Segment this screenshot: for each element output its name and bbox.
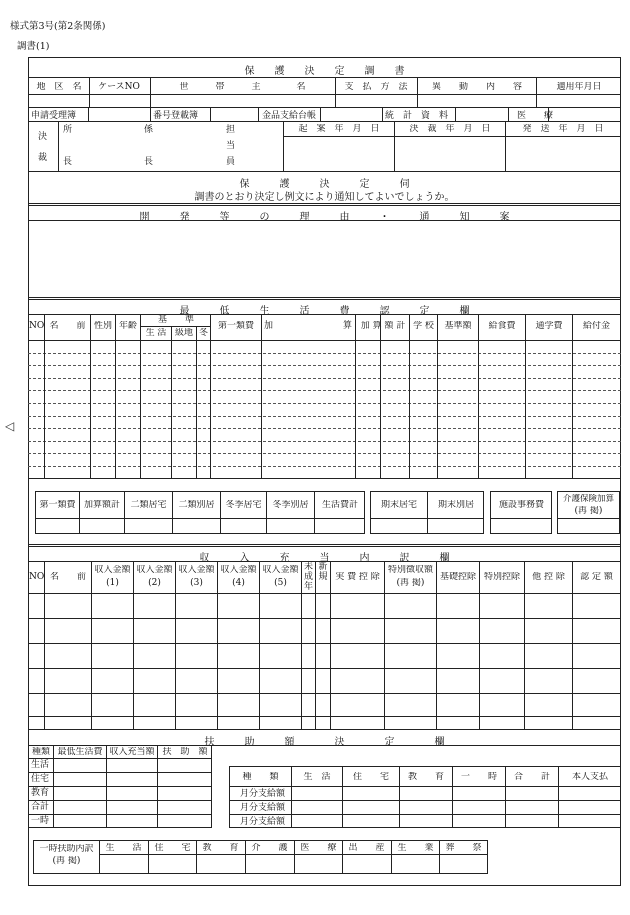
inc-col-new: 新規 — [318, 562, 328, 582]
sum-care-insurance: 介護保険加算 — [562, 494, 614, 504]
assistance-row-line — [28, 758, 212, 759]
decision-title: 保 護 決 定 伺 — [239, 179, 410, 190]
assistance-row-line — [28, 772, 212, 773]
assistance-row-line — [28, 800, 212, 801]
col-winter: 冬 — [198, 328, 208, 338]
label-tan: 担 — [226, 125, 236, 135]
inc-col-no: NO — [29, 572, 44, 582]
as-col-amount: 扶 助 額 — [162, 747, 208, 757]
saitei-col-line — [525, 314, 526, 478]
development-reason-title: 開 発 等 の 理 由 ・ 通 知 案 — [139, 212, 510, 223]
inc-col-amt5: (5) — [274, 578, 287, 588]
sum-class1: 第一類費 — [39, 500, 76, 510]
pay-col-type: 種 類 — [242, 772, 279, 782]
inc-col-name: 名 前 — [49, 572, 86, 582]
as-col-type: 種類 — [31, 747, 50, 757]
saitei-col-line — [115, 314, 116, 478]
label-number-ledger: 番号登載簿 — [153, 111, 199, 121]
saitei-col-line — [261, 314, 262, 478]
col-base: 基準額 — [444, 321, 472, 331]
temporary-item-label: 生 業 — [397, 843, 434, 853]
col-commute: 通学費 — [535, 321, 563, 331]
pay-col-education: 教 育 — [407, 772, 444, 782]
saitei-col-line — [196, 326, 197, 478]
col-sex: 性別 — [93, 321, 112, 331]
label-householder: 世 帯 主 名 — [179, 82, 306, 92]
income-col-line — [436, 561, 437, 729]
sum-yearend-separate: 期末別居 — [437, 500, 474, 510]
label-sai: 裁 — [38, 153, 48, 163]
saitei-row-line — [28, 403, 621, 404]
col-add-a: 加 — [264, 321, 274, 331]
income-col-line — [217, 561, 218, 729]
sum-care-repost: (再 掲) — [574, 506, 603, 516]
label-change-content: 異 動 内 容 — [431, 82, 522, 92]
pay-row-3: 月分支給額 — [240, 817, 286, 827]
col-living: 生 活 — [145, 328, 167, 338]
income-col-line — [175, 561, 176, 729]
income-col-line — [572, 561, 573, 729]
sum-winter-separate: 冬季別居 — [272, 500, 309, 510]
label-draft-date: 起 案 年 月 日 — [298, 124, 380, 134]
col-grade: 級地 — [174, 328, 193, 338]
saitei-col-line — [380, 314, 381, 478]
inc-col-special-deduct: 特別控除 — [483, 572, 520, 582]
saitei-col-line — [140, 314, 141, 478]
sum-yearend-home: 期末居宅 — [380, 500, 417, 510]
inc-col-special-collect: 特別徴収額 — [387, 565, 433, 575]
pay-row-2: 月分支給額 — [240, 803, 286, 813]
col-add-b: 算 — [343, 321, 353, 331]
income-col-line — [524, 561, 525, 729]
as-col-min-cost: 最低生活費 — [57, 747, 103, 757]
pay-col-living: 生 活 — [303, 772, 331, 782]
col-age: 年齢 — [118, 321, 137, 331]
saitei-col-line — [171, 326, 172, 478]
saitei-col-line — [437, 314, 438, 478]
col-lunch: 給食費 — [488, 321, 516, 331]
label-district: 地 区 名 — [36, 82, 82, 92]
sum-winter-home: 冬季居宅 — [225, 500, 262, 510]
summary-box-1 — [35, 491, 365, 534]
form-sub: 調書(1) — [17, 41, 50, 52]
saitei-row-line — [28, 378, 621, 379]
temporary-item-label: 出 産 — [348, 843, 385, 853]
col-name: 名 前 — [49, 321, 86, 331]
income-col-line — [259, 561, 260, 729]
saitei-col-line — [478, 314, 479, 478]
sum-class2-home: 二類居宅 — [130, 500, 167, 510]
temporary-item-label: 教 育 — [202, 843, 239, 853]
income-col-line — [330, 561, 331, 729]
income-col-line — [133, 561, 134, 729]
summary-box-3 — [490, 491, 552, 534]
pay-col-self: 本人支払 — [571, 772, 608, 782]
label-kakaricho: 長 — [144, 157, 154, 167]
saitei-row-line — [28, 453, 621, 454]
label-in: 員 — [226, 157, 236, 167]
temporary-item-label: 介 護 — [251, 843, 288, 853]
col-add-total: 加 算 額 計 — [360, 321, 406, 331]
temporary-item-label: 医 療 — [300, 843, 337, 853]
pay-col-temporary: 一 時 — [460, 772, 497, 782]
saitei-row-line — [28, 365, 621, 366]
label-to: 当 — [226, 141, 236, 151]
saitei-row-line — [28, 353, 621, 354]
inc-col-amt1: (1) — [106, 578, 119, 588]
decision-text: 調書のとおり決定し例文により通知してよいでしょうか。 — [194, 192, 455, 203]
inc-col-repost: (再 掲) — [396, 578, 425, 588]
sum-facility-fee: 施設事務費 — [498, 500, 544, 510]
temporary-item-label: 生 活 — [105, 843, 142, 853]
label-case-no: ケースNO — [98, 82, 140, 92]
inc-col-amt2: (2) — [148, 578, 161, 588]
assistance-row-label: 住宅 — [31, 774, 50, 784]
label-ketsu: 決 — [38, 132, 48, 142]
label-application-ledger: 申請受理簿 — [31, 111, 77, 121]
temporary-label: 一時扶助内訳 — [39, 844, 94, 854]
form-number: 様式第3号(第2条関係) — [10, 21, 106, 32]
saitei-col-line — [409, 314, 410, 478]
assistance-decision-title: 扶 助 額 決 定 欄 — [204, 737, 445, 748]
min-living-cost-title: 最 低 生 活 費 認 定 欄 — [179, 306, 470, 317]
saitei-row-line — [28, 466, 621, 467]
col-class1: 第一類費 — [217, 321, 254, 331]
label-cho: 長 — [63, 157, 73, 167]
temporary-sub: (再 掲) — [52, 856, 81, 866]
sum-class2-separate: 二類別居 — [178, 500, 215, 510]
saitei-row-line — [28, 390, 621, 391]
side-mark-icon: ◁ — [5, 419, 15, 433]
income-col-line — [44, 561, 45, 729]
sum-living-total: 生活費計 — [321, 500, 358, 510]
inc-col-amt5-label: 収入金額 — [262, 565, 299, 575]
saitei-col-line — [44, 314, 45, 478]
income-allocation-title: 収 入 充 当 内 訳 欄 — [199, 553, 450, 564]
col-standard: 基 準 — [157, 315, 194, 325]
assistance-row-line — [28, 786, 212, 787]
temporary-item-label: 葬 祭 — [445, 843, 482, 853]
saitei-col-line — [355, 314, 356, 478]
label-kakari: 係 — [144, 125, 154, 135]
inc-col-other-deduct: 他 控 除 — [532, 572, 565, 582]
inc-col-minor: 未成年 — [303, 562, 313, 592]
income-col-line — [315, 561, 316, 729]
assistance-row-label: 教育 — [31, 788, 50, 798]
income-col-line — [479, 561, 480, 729]
label-statistics: 統 計 資 料 — [385, 111, 449, 121]
inc-col-amt1-label: 収入金額 — [94, 565, 131, 575]
label-sho: 所 — [63, 125, 73, 135]
inc-col-amt3-label: 収入金額 — [178, 565, 215, 575]
inc-col-basic-deduct: 基礎控除 — [439, 572, 476, 582]
assistance-row-label: 合計 — [31, 802, 50, 812]
assistance-row-label: 生活 — [31, 760, 50, 770]
saitei-col-line — [572, 314, 573, 478]
saitei-row-line — [28, 416, 621, 417]
inc-col-actual-cost: 実 費 控 除 — [335, 572, 380, 582]
col-school: 学 校 — [413, 321, 434, 331]
saitei-col-line — [210, 314, 211, 478]
income-col-line — [91, 561, 92, 729]
inc-col-approved: 認 定 額 — [580, 572, 613, 582]
form-title: 保 護 決 定 調 書 — [244, 66, 405, 77]
saitei-row-line — [28, 428, 621, 429]
income-col-line — [301, 561, 302, 729]
label-decision-date: 決 裁 年 月 日 — [409, 124, 491, 134]
assistance-row-label: 一時 — [31, 816, 50, 826]
col-benefit: 給付金 — [582, 321, 610, 331]
inc-col-amt3: (3) — [190, 578, 203, 588]
temporary-item-label: 住 宅 — [154, 843, 191, 853]
inc-col-amt4: (4) — [232, 578, 245, 588]
pay-row-1: 月分支給額 — [240, 789, 286, 799]
label-medical: 医 療 — [517, 111, 554, 121]
saitei-row-line — [28, 441, 621, 442]
assistance-row-line — [28, 814, 212, 815]
label-apply-date: 適用年月日 — [556, 82, 602, 92]
label-payment-method: 支 払 方 法 — [344, 82, 408, 92]
inc-col-amt4-label: 収入金額 — [220, 565, 257, 575]
pay-col-total: 合 計 — [513, 772, 550, 782]
label-goods-ledger: 金品支給台帳 — [262, 111, 317, 121]
label-send-date: 発 送 年 月 日 — [522, 124, 604, 134]
income-col-line — [384, 561, 385, 729]
sum-add-total: 加算額計 — [83, 500, 120, 510]
saitei-col-line — [90, 314, 91, 478]
col-no: NO — [29, 321, 44, 331]
inc-col-amt2-label: 収入金額 — [136, 565, 173, 575]
pay-col-housing: 住 宅 — [352, 772, 389, 782]
as-col-income: 収入充当額 — [109, 747, 155, 757]
